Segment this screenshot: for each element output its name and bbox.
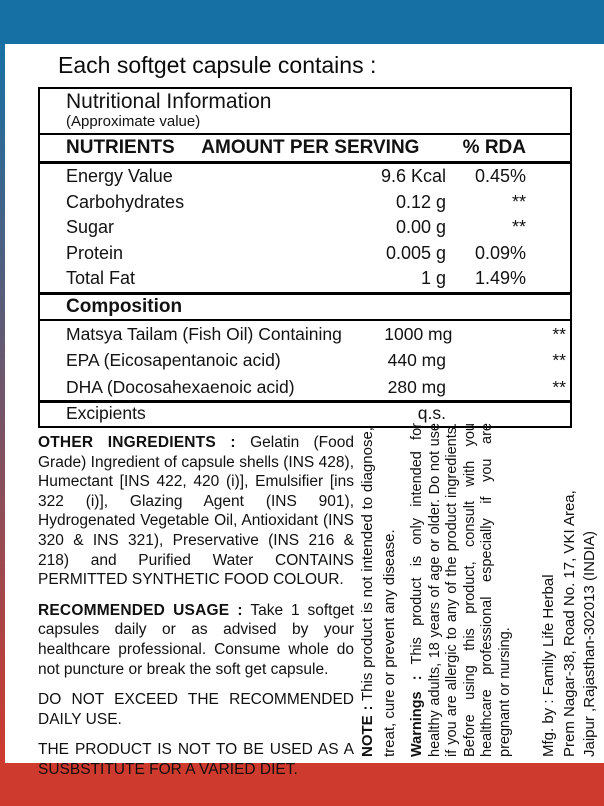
recommended-usage-label: RECOMMENDED USAGE : [38,601,243,619]
other-ingredients-text: Gelatin (Food Grade) Ingredient of capsule shells (INS 428), Humectant [INS 422, 420 (i)], Emulsifier [ins 322 (i)], Glazing Agent (INS 901), Hydrogenated Vegetable Oil, Antioxidant (INS 320 & INS 321), Preservative (INS 216 & 218) and Purified Water CONTAINS PERMITTED SYNTHETIC FOOD COLOUR. [38,434,354,589]
nutrient-name: Protein [66,242,124,263]
mfg-line-2: Prem Nagar-38, Road No. 17, VKI Area, [560,490,578,757]
warnings-paragraph [409,423,515,757]
other-ingredients-label: OTHER INGREDIENTS : [38,434,236,451]
note-text: This product is not intended to diagnose, treat, cure or prevent any disease. [359,427,398,757]
left-gradient-strip [0,44,5,763]
column-header-amount: AMOUNT PER SERVING [201,137,420,158]
note-paragraph [357,427,401,757]
composition-section [40,321,570,401]
composition-amount: 440 mg [387,350,446,370]
warnings-text: This product is only intended for healthy adults, 18 years of age or older. Do not use if you are allergic to any of the product ingredients. Before using this product, consult with you healthcare professional especially if you are pregnant or nursing. [409,423,513,757]
composition-name: Matsya Tailam (Fish Oil) Containing [66,323,342,344]
table-row [40,190,570,216]
vertical-manufacturer-block [539,447,601,757]
composition-rda: ** [552,376,566,397]
excipients-rda [486,403,566,424]
not-substitute-text: THE PRODUCT IS NOT TO BE USED AS A SUSBSTITUTE FOR A VARIED DIET. [38,741,354,778]
nutrient-amount: 0.12 g [395,191,446,212]
nutrient-amount: 1 g [420,268,446,288]
table-row [40,164,570,190]
nutrient-rda: 0.09% [474,242,526,263]
nutrient-rda: ** [511,191,526,212]
mfg-line-3: Jaipur ,Rajasthan-302013 (INDIA) [581,531,598,757]
nutrient-rda: 1.49% [474,268,526,288]
nutrient-name: Carbohydrates [66,191,185,212]
column-header-rda: % RDA [462,137,526,158]
nutrient-name: Energy Value [66,166,173,186]
mfg-line-1: Mfg. by : Family Life Herbal [540,574,557,757]
composition-rda: ** [552,350,566,370]
table-title: Nutritional Information [66,90,272,113]
table-row [40,241,570,267]
nutrient-amount: 0.00 g [395,217,446,237]
nutrition-table [38,87,572,428]
nutrient-name: Total Fat [66,268,136,288]
nutrient-rda: ** [511,217,526,237]
composition-name: EPA (Eicosapentanoic acid) [66,350,281,370]
page-title: Each softget capsule contains : [58,52,377,78]
composition-name: DHA (Docosahexaenoic acid) [66,376,295,397]
vertical-warnings-block [409,423,515,757]
table-header-row [40,135,570,164]
ingredients-text-column [38,433,354,791]
table-row [40,266,570,292]
excipients-name: Excipients [66,403,146,423]
table-row [40,374,570,401]
table-row [40,321,570,348]
composition-amount: 1000 mg [384,323,453,344]
recommended-usage-text: Take 1 softget capsules daily or as advised by your healthcare professional. Consume whole do not puncture or break the soft get capsule. [38,601,354,678]
nutrient-name: Sugar [66,217,115,237]
top-banner [0,0,604,44]
do-not-exceed-text: DO NOT EXCEED THE RECOMMENDED DAILY USE. [38,691,354,728]
warnings-label: Warnings : [409,675,425,757]
composition-amount: 280 mg [387,376,446,397]
other-ingredients-paragraph [38,433,354,590]
nutrient-rda: 0.45% [474,166,526,186]
table-row [40,403,570,424]
composition-title: Composition [40,292,570,321]
note-label: NOTE : [359,705,376,757]
vertical-note-block [357,427,401,757]
table-title-row [40,89,570,135]
table-subtitle: (Approximate value) [66,113,201,130]
table-row [40,347,570,374]
recommended-usage-paragraph [38,601,354,679]
composition-rda: ** [552,323,566,344]
column-header-nutrients: NUTRIENTS [66,137,175,158]
nutrients-section [40,164,570,292]
excipients-amount: q.s. [417,403,446,423]
nutrient-amount: 9.6 Kcal [380,166,446,186]
nutrient-amount: 0.005 g [385,242,446,263]
table-row [40,215,570,241]
